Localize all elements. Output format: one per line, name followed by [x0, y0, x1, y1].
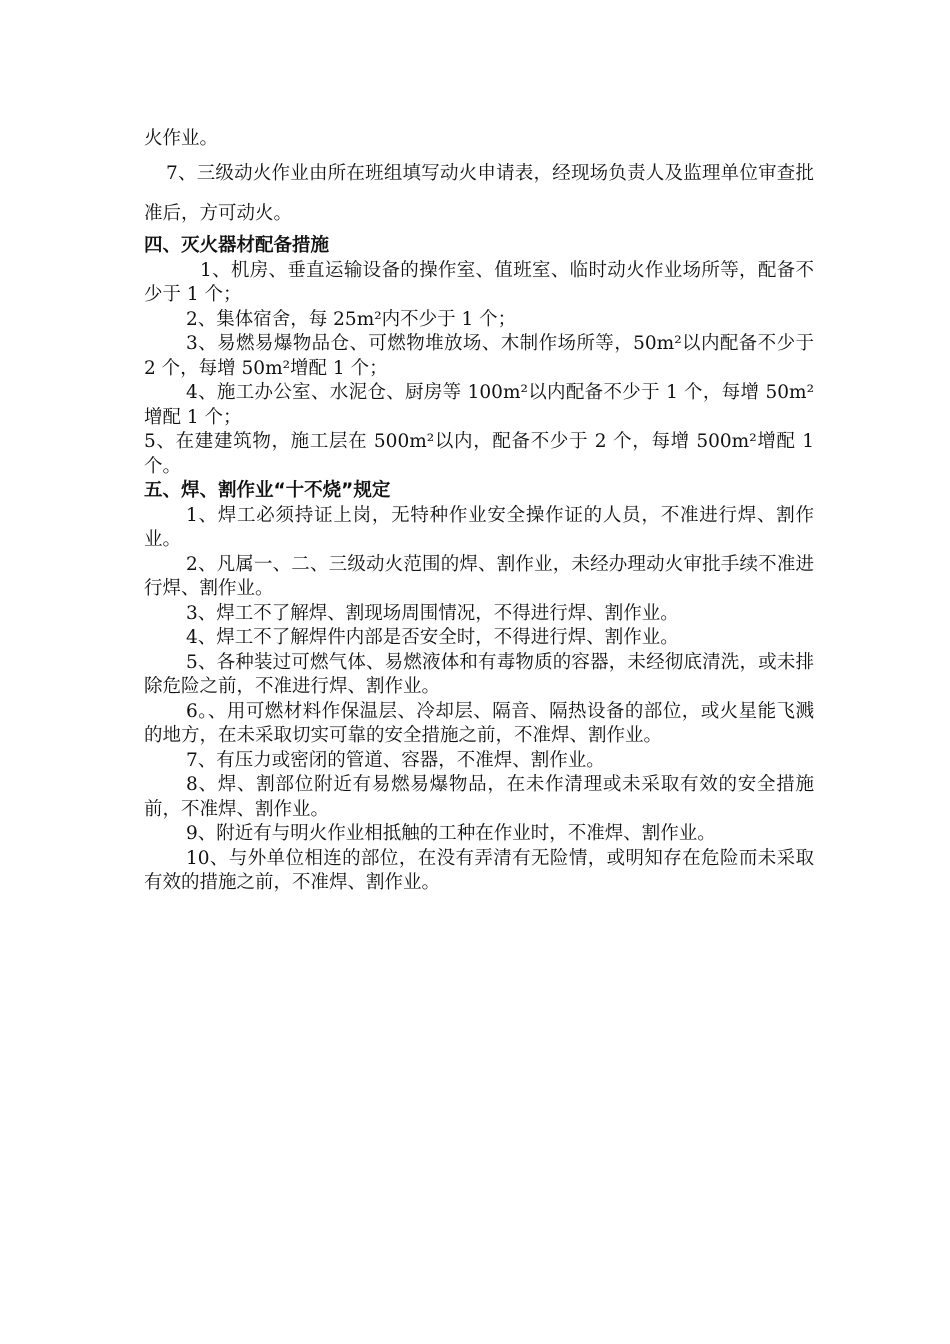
section-5-item-3: 3、焊工不了解焊、割现场周围情况，不得进行焊、割作业。 — [186, 602, 679, 624]
intro-tail: 火作业。 — [144, 128, 219, 149]
section-4-item-4: 4、施工办公室、水泥仓、厨房等 100m²以内配备不少于 1 个，每增 50m²增配 1 个； — [144, 382, 814, 428]
section-5-item-2: 2、凡属一、二、三级动火范围的焊、割作业，未经办理动火审批手续不准进行焊、割作业。 — [144, 553, 814, 599]
section-4-item-1: 1、机房、垂直运输设备的操作室、值班室、临时动火作业场所等，配备不少于 1 个； — [144, 259, 814, 305]
item-7-paragraph: 7、三级动火作业由所在班组填写动火申请表，经现场负责人及监理单位审查批准后，方可动火。 — [144, 163, 814, 224]
section-5-item-9: 9、附近有与明火作业相抵触的工种在作业时，不准焊、割作业。 — [186, 823, 716, 844]
section-4-item-3: 3、易燃易爆物品仓、可燃物堆放场、木制作场所等，50m²以内配备不少于 2 个，每增 50m²增配 1 个； — [144, 333, 814, 379]
section-4-heading: 四、灭火器材配备措施 — [144, 235, 330, 256]
section-4-item-5: 5、在建建筑物，施工层在 500m²以内，配备不少于 2 个，每增 500m²增配 1 个。 — [144, 431, 814, 477]
section-5-item-5: 5、各种装过可燃气体、易燃液体和有毒物质的容器，未经彻底清洗，或未排除危险之前，不准进行焊、割作业。 — [144, 651, 814, 697]
section-5-item-10: 10、与外单位相连的部位，在没有弄清有无险情，或明知存在危险而未采取有效的措施之前，不准焊、割作业。 — [144, 847, 814, 893]
document-body — [144, 124, 814, 896]
section-5-item-4: 4、焊工不了解焊件内部是否安全时，不得进行焊、割作业。 — [186, 627, 679, 648]
section-4-item-2: 2、集体宿舍，每 25m²内不少于 1 个； — [186, 308, 517, 330]
section-5-item-6: 6。、用可燃材料作保温层、冷却层、隔音、隔热设备的部位，或火星能飞溅的地方，在未采取切实可靠的安全措施之前，不准焊、割作业。 — [144, 700, 814, 746]
section-5-item-7: 7、有压力或密闭的管道、容器，不准焊、割作业。 — [186, 749, 605, 771]
section-5-heading: 五、焊、割作业“十不烧”规定 — [144, 480, 391, 501]
section-5-item-8: 8、焊、割部位附近有易燃易爆物品，在未作清理或未采取有效的安全措施前，不准焊、割作业。 — [144, 774, 814, 820]
section-5-item-1: 1、焊工必须持证上岗，无特种作业安全操作证的人员，不准进行焊、割作业。 — [144, 504, 814, 550]
